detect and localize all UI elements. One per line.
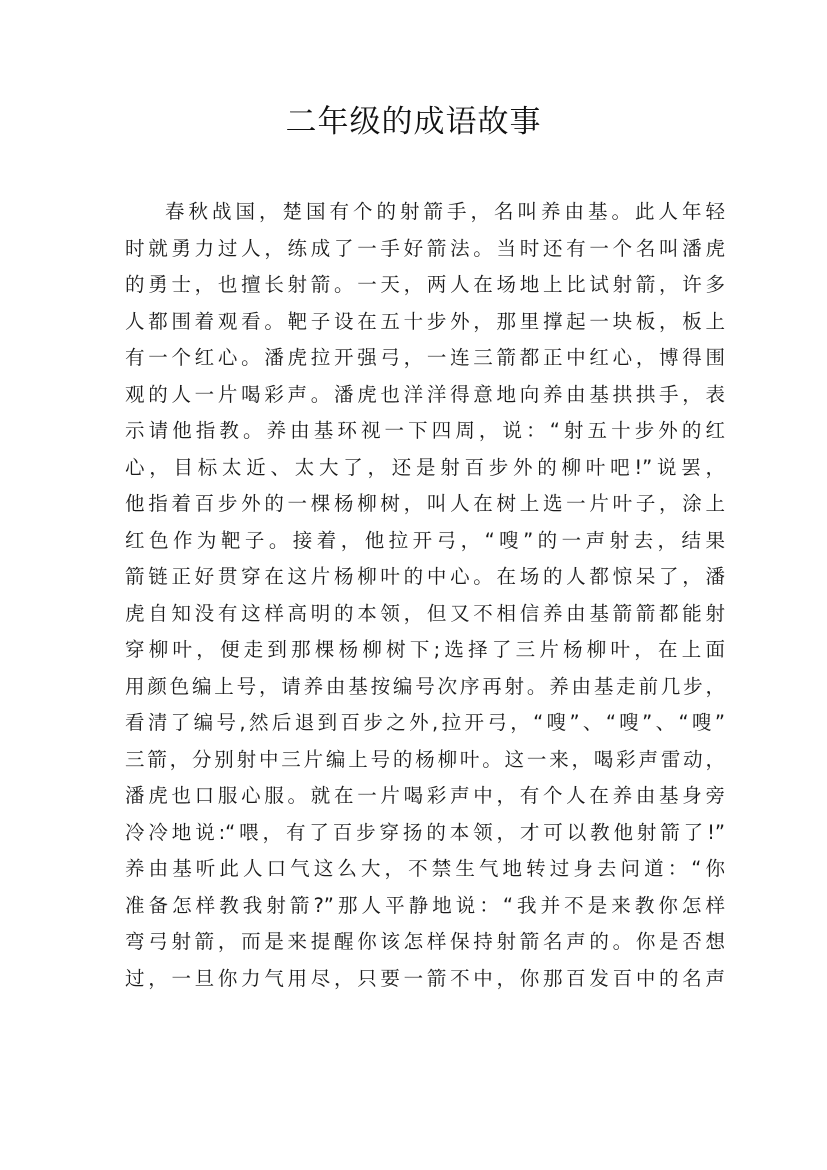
paragraph-line: 看清了编号,然后退到百步之外,拉开弓，“嗖”、“嗖”、“嗖” <box>125 711 725 734</box>
paragraph-line: 春秋战国，楚国有个的射箭手，名叫养由基。此人年轻 <box>165 200 725 223</box>
paragraph-line: 养由基听此人口气这么大，不禁生气地转过身去问道：“你 <box>125 857 725 880</box>
paragraph-line: 箭链正好贯穿在这片杨柳叶的中心。在场的人都惊呆了，潘 <box>125 565 725 588</box>
paragraph-line: 他指着百步外的一棵杨柳树，叫人在树上选一片叶子，涂上 <box>125 492 725 515</box>
paragraph-line: 红色作为靶子。接着，他拉开弓，“嗖”的一声射去，结果 <box>125 528 725 552</box>
paragraph-line: 用颜色编上号，请养由基按编号次序再射。养由基走前几步， <box>125 674 725 698</box>
paragraph-line: 过，一旦你力气用尽，只要一箭不中，你那百发百中的名声 <box>125 966 725 990</box>
paragraph-line: 三箭，分别射中三片编上号的杨柳叶。这一来，喝彩声雷动， <box>125 747 725 771</box>
paragraph-line: 穿柳叶，便走到那棵杨柳树下;选择了三片杨柳叶，在上面 <box>125 638 725 661</box>
paragraph-line: 的勇士，也擅长射箭。一天，两人在场地上比试射箭，许多 <box>125 273 725 296</box>
document-title: 二年级的成语故事 <box>285 104 542 140</box>
paragraph-line: 准备怎样教我射箭?”那人平静地说：“我并不是来教你怎样 <box>125 893 725 917</box>
paragraph-line: 冷冷地说:“喂，有了百步穿扬的本领，才可以教他射箭了!” <box>125 820 725 844</box>
paragraph-line: 心，目标太近、太大了，还是射百步外的柳叶吧!”说罢， <box>125 455 725 479</box>
paragraph-line: 观的人一片喝彩声。潘虎也洋洋得意地向养由基拱拱手，表 <box>125 382 725 406</box>
paragraph-line: 弯弓射箭，而是来提醒你该怎样保持射箭名声的。你是否想 <box>125 930 725 953</box>
paragraph-line: 时就勇力过人，练成了一手好箭法。当时还有一个名叫潘虎 <box>125 236 725 260</box>
paragraph-line: 示请他指教。养由基环视一下四周，说：“射五十步外的红 <box>125 419 725 442</box>
paragraph-line: 有一个红心。潘虎拉开强弓，一连三箭都正中红心，博得围 <box>125 346 725 369</box>
paragraph-line: 潘虎也口服心服。就在一片喝彩声中，有个人在养由基身旁 <box>125 784 725 807</box>
paragraph-line: 人都围着观看。靶子设在五十步外，那里撑起一块板，板上 <box>125 309 725 333</box>
paragraph-line: 虎自知没有这样高明的本领，但又不相信养由基箭箭都能射 <box>125 601 725 625</box>
story-body <box>125 194 725 997</box>
